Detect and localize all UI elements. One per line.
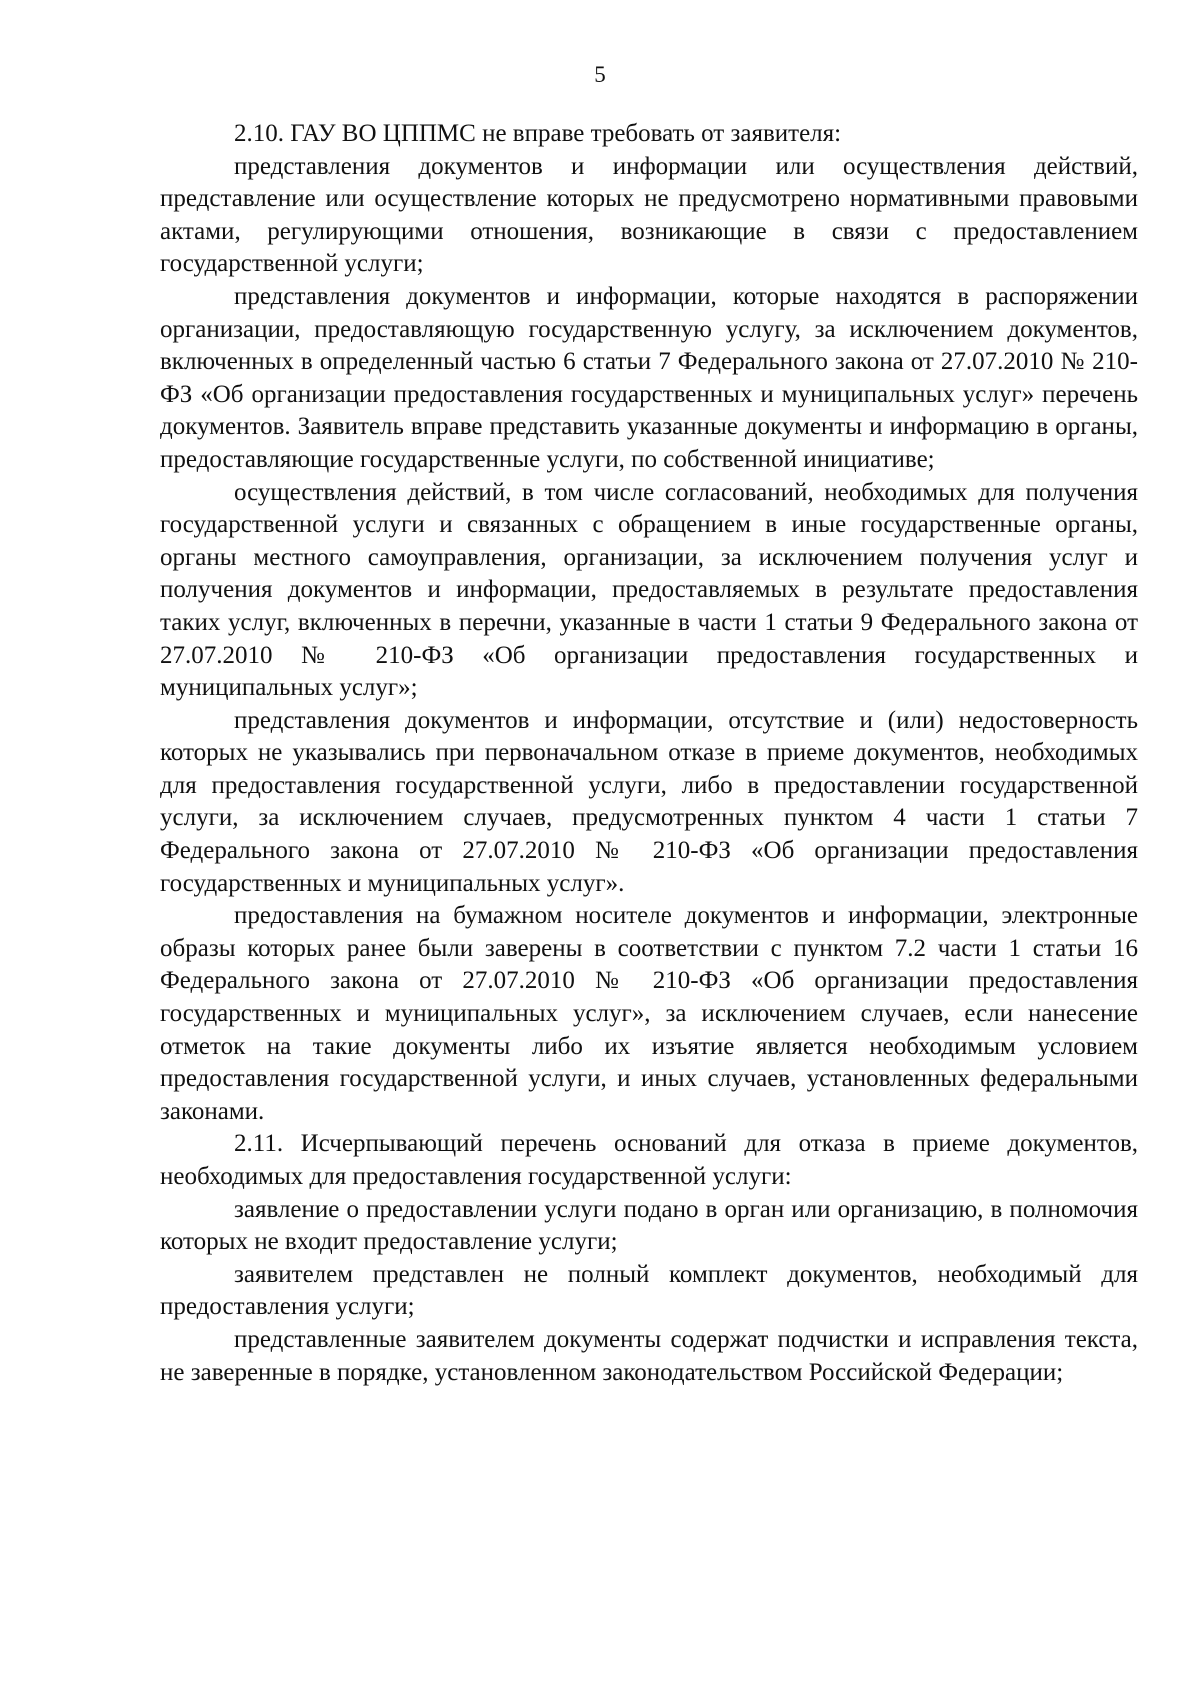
page-number: 5 — [594, 62, 606, 87]
paragraph: заявителем представлен не полный комплект документов, необходимый для предоставления услуги; — [160, 1260, 1138, 1321]
paragraph: представления документов и информации, отсутствие и (или) недостоверность которых не указывались при первоначальном отказе в приеме документов, необходимых для предоставления государственной услуги, либо в предоставлении государственной услуги, за исключением случаев, предусмотренных пунктом 4 части 1 статьи 7 Федерального закона от 27.07.2010 № 210-ФЗ «Об организации предоставления государственных и муниципальных услуг». — [160, 706, 1138, 897]
paragraph: осуществления действий, в том числе согласований, необходимых для получения государственной услуги и связанных с обращением в иные государственные органы, органы местного самоуправления, организации, за исключением получения услуг и получения документов и информации, предоставляемых в результате предоставления таких услуг, включенных в перечни, указанные в части 1 статьи 9 Федерального закона от 27.07.2010 № 210-ФЗ «Об организации предоставления государственных и муниципальных услуг»; — [160, 478, 1138, 702]
document-body — [160, 118, 1138, 1389]
paragraph: предоставления на бумажном носителе документов и информации, электронные образы которых ранее были заверены в соответствии с пунктом 7.2 части 1 статьи 16 Федерального закона от 27.07.2010 № 210-ФЗ «Об организации предоставления государственных и муниципальных услуг», за исключением случаев, если нанесение отметок на такие документы либо их изъятие является необходимым условием предоставления государственной услуги, и иных случаев, установленных федеральными законами. — [160, 902, 1138, 1125]
paragraph: представленные заявителем документы содержат подчистки и исправления текста, не заверенные в порядке, установленном законодательством Российской Федерации; — [160, 1325, 1138, 1386]
section-2-10-heading: 2.10. ГАУ ВО ЦППМС не вправе требовать от заявителя: — [234, 120, 842, 147]
paragraph: представления документов и информации или осуществления действий, представление или осуществление которых не предусмотрено нормативными правовыми актами, регулирующими отношения, возникающие в связи с предоставлением государственной услуги; — [160, 152, 1138, 278]
paragraph: заявление о предоставлении услуги подано в орган или организацию, в полномочия которых не входит предоставление услуги; — [160, 1195, 1138, 1256]
paragraph: представления документов и информации, которые находятся в распоряжении организации, предоставляющую государственную услугу, за исключением документов, включенных в определенный частью 6 статьи 7 Федерального закона от 27.07.2010 № 210-ФЗ «Об организации предоставления государственных и муниципальных услуг» перечень документов. Заявитель вправе представить указанные документы и информацию в органы, предоставляющие государственные услуги, по собственной инициативе; — [160, 282, 1138, 473]
section-2-11-heading: 2.11. Исчерпывающий перечень оснований для отказа в приеме документов, необходимых для предоставления государственной услуги: — [160, 1130, 1138, 1190]
